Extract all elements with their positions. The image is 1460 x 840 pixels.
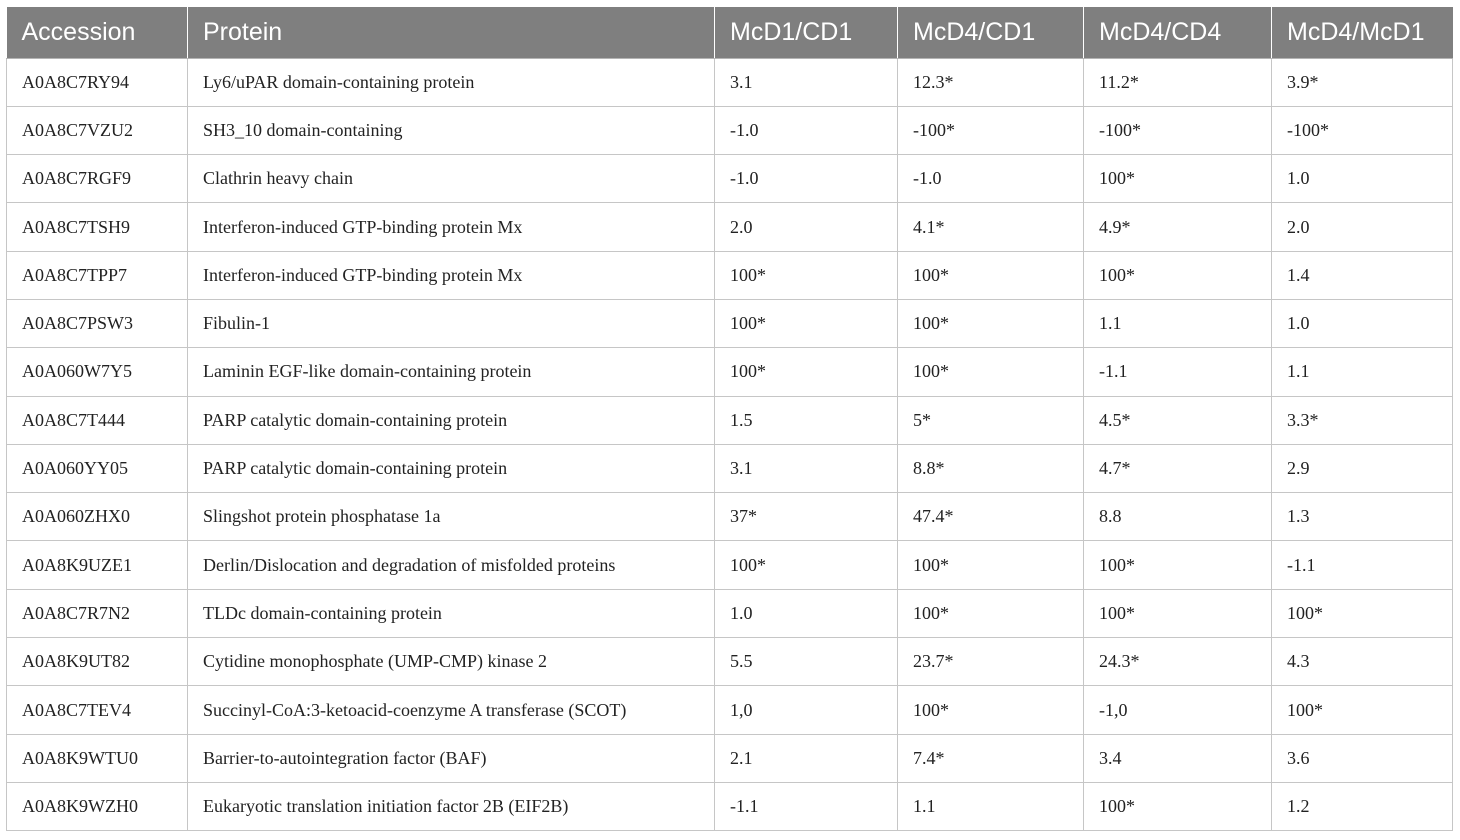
header-mcd4-cd1: McD4/CD1 (898, 7, 1084, 58)
mcd1-cd1-cell: 100* (715, 299, 898, 347)
accession-cell: A0A8K9UT82 (7, 638, 188, 686)
accession-cell: A0A060W7Y5 (7, 348, 188, 396)
mcd4-cd4-cell: 100* (1084, 155, 1272, 203)
mcd4-mcd1-cell: 1.2 (1272, 782, 1453, 830)
mcd4-cd1-cell: -1.0 (898, 155, 1084, 203)
accession-cell: A0A060YY05 (7, 444, 188, 492)
protein-cell: Slingshot protein phosphatase 1a (188, 493, 715, 541)
table-body (7, 58, 1453, 831)
protein-cell: Interferon-induced GTP-binding protein Mx (188, 203, 715, 251)
accession-cell: A0A060ZHX0 (7, 493, 188, 541)
table-row (7, 348, 1453, 396)
mcd4-cd1-cell: 100* (898, 686, 1084, 734)
mcd1-cd1-cell: 5.5 (715, 638, 898, 686)
mcd4-cd4-cell: 3.4 (1084, 734, 1272, 782)
table-row (7, 299, 1453, 347)
protein-cell: Succinyl-CoA:3-ketoacid-coenzyme A transferase (SCOT) (188, 686, 715, 734)
mcd4-cd1-cell: 100* (898, 348, 1084, 396)
accession-cell: A0A8C7PSW3 (7, 299, 188, 347)
mcd4-cd1-cell: 12.3* (898, 58, 1084, 106)
mcd4-mcd1-cell: 1.4 (1272, 251, 1453, 299)
mcd4-cd1-cell: 47.4* (898, 493, 1084, 541)
mcd4-cd4-cell: 4.7* (1084, 444, 1272, 492)
header-protein: Protein (188, 7, 715, 58)
mcd4-mcd1-cell: 1.3 (1272, 493, 1453, 541)
protein-cell: Cytidine monophosphate (UMP-CMP) kinase 2 (188, 638, 715, 686)
mcd4-cd4-cell: -1.1 (1084, 348, 1272, 396)
mcd1-cd1-cell: 2.0 (715, 203, 898, 251)
mcd4-mcd1-cell: 100* (1272, 589, 1453, 637)
mcd4-cd4-cell: 100* (1084, 782, 1272, 830)
mcd4-cd4-cell: -1,0 (1084, 686, 1272, 734)
mcd4-cd1-cell: 5* (898, 396, 1084, 444)
mcd1-cd1-cell: 37* (715, 493, 898, 541)
mcd1-cd1-cell: 3.1 (715, 444, 898, 492)
table-container (6, 7, 1452, 831)
mcd4-cd4-cell: 100* (1084, 541, 1272, 589)
accession-cell: A0A8K9UZE1 (7, 541, 188, 589)
protein-cell: PARP catalytic domain-containing protein (188, 396, 715, 444)
accession-cell: A0A8C7TSH9 (7, 203, 188, 251)
mcd4-mcd1-cell: 3.9* (1272, 58, 1453, 106)
mcd1-cd1-cell: 1.5 (715, 396, 898, 444)
table-row (7, 638, 1453, 686)
table-row (7, 444, 1453, 492)
mcd4-cd4-cell: 4.9* (1084, 203, 1272, 251)
accession-cell: A0A8C7RGF9 (7, 155, 188, 203)
mcd4-mcd1-cell: 2.0 (1272, 203, 1453, 251)
mcd4-cd1-cell: 100* (898, 299, 1084, 347)
mcd1-cd1-cell: 1.0 (715, 589, 898, 637)
protein-cell: Derlin/Dislocation and degradation of misfolded proteins (188, 541, 715, 589)
mcd4-cd4-cell: 8.8 (1084, 493, 1272, 541)
table-row (7, 493, 1453, 541)
header-mcd4-mcd1: McD4/McD1 (1272, 7, 1453, 58)
mcd4-mcd1-cell: 4.3 (1272, 638, 1453, 686)
table-row (7, 155, 1453, 203)
table-header (7, 7, 1453, 58)
mcd4-cd4-cell: -100* (1084, 106, 1272, 154)
mcd4-cd1-cell: 100* (898, 589, 1084, 637)
table-row (7, 396, 1453, 444)
table-row (7, 203, 1453, 251)
mcd4-cd1-cell: 4.1* (898, 203, 1084, 251)
accession-cell: A0A8K9WZH0 (7, 782, 188, 830)
mcd4-cd4-cell: 100* (1084, 589, 1272, 637)
table-row (7, 106, 1453, 154)
mcd4-cd4-cell: 1.1 (1084, 299, 1272, 347)
mcd4-cd4-cell: 4.5* (1084, 396, 1272, 444)
accession-cell: A0A8C7R7N2 (7, 589, 188, 637)
mcd4-cd4-cell: 24.3* (1084, 638, 1272, 686)
accession-cell: A0A8C7VZU2 (7, 106, 188, 154)
mcd4-mcd1-cell: 1.0 (1272, 299, 1453, 347)
accession-cell: A0A8C7T444 (7, 396, 188, 444)
protein-cell: Clathrin heavy chain (188, 155, 715, 203)
mcd4-mcd1-cell: -100* (1272, 106, 1453, 154)
mcd4-cd1-cell: 23.7* (898, 638, 1084, 686)
protein-cell: PARP catalytic domain-containing protein (188, 444, 715, 492)
mcd1-cd1-cell: -1.0 (715, 106, 898, 154)
accession-cell: A0A8K9WTU0 (7, 734, 188, 782)
protein-fold-change-table (6, 7, 1453, 831)
mcd1-cd1-cell: 100* (715, 541, 898, 589)
accession-cell: A0A8C7RY94 (7, 58, 188, 106)
mcd4-cd4-cell: 11.2* (1084, 58, 1272, 106)
table-row (7, 251, 1453, 299)
protein-cell: Ly6/uPAR domain-containing protein (188, 58, 715, 106)
accession-cell: A0A8C7TPP7 (7, 251, 188, 299)
header-row (7, 7, 1453, 58)
header-mcd1-cd1: McD1/CD1 (715, 7, 898, 58)
mcd4-mcd1-cell: 1.0 (1272, 155, 1453, 203)
table-row (7, 686, 1453, 734)
mcd1-cd1-cell: 100* (715, 251, 898, 299)
protein-cell: Barrier-to-autointegration factor (BAF) (188, 734, 715, 782)
table-row (7, 58, 1453, 106)
table-row (7, 589, 1453, 637)
mcd1-cd1-cell: 2.1 (715, 734, 898, 782)
mcd4-cd1-cell: 1.1 (898, 782, 1084, 830)
protein-cell: Laminin EGF-like domain-containing protein (188, 348, 715, 396)
mcd1-cd1-cell: 100* (715, 348, 898, 396)
table-row (7, 782, 1453, 830)
mcd4-mcd1-cell: 2.9 (1272, 444, 1453, 492)
protein-cell: TLDc domain-containing protein (188, 589, 715, 637)
protein-cell: Fibulin-1 (188, 299, 715, 347)
mcd4-mcd1-cell: 3.3* (1272, 396, 1453, 444)
accession-cell: A0A8C7TEV4 (7, 686, 188, 734)
table-row (7, 734, 1453, 782)
header-accession: Accession (7, 7, 188, 58)
header-mcd4-cd4: McD4/CD4 (1084, 7, 1272, 58)
mcd4-mcd1-cell: 100* (1272, 686, 1453, 734)
mcd1-cd1-cell: 3.1 (715, 58, 898, 106)
protein-cell: Eukaryotic translation initiation factor 2B (EIF2B) (188, 782, 715, 830)
mcd4-mcd1-cell: 1.1 (1272, 348, 1453, 396)
mcd4-mcd1-cell: 3.6 (1272, 734, 1453, 782)
protein-cell: SH3_10 domain-containing (188, 106, 715, 154)
mcd1-cd1-cell: -1.1 (715, 782, 898, 830)
mcd4-cd1-cell: -100* (898, 106, 1084, 154)
mcd4-cd1-cell: 8.8* (898, 444, 1084, 492)
mcd4-cd1-cell: 7.4* (898, 734, 1084, 782)
mcd4-cd4-cell: 100* (1084, 251, 1272, 299)
mcd4-cd1-cell: 100* (898, 541, 1084, 589)
mcd1-cd1-cell: -1.0 (715, 155, 898, 203)
mcd4-mcd1-cell: -1.1 (1272, 541, 1453, 589)
mcd4-cd1-cell: 100* (898, 251, 1084, 299)
protein-cell: Interferon-induced GTP-binding protein Mx (188, 251, 715, 299)
mcd1-cd1-cell: 1,0 (715, 686, 898, 734)
table-row (7, 541, 1453, 589)
